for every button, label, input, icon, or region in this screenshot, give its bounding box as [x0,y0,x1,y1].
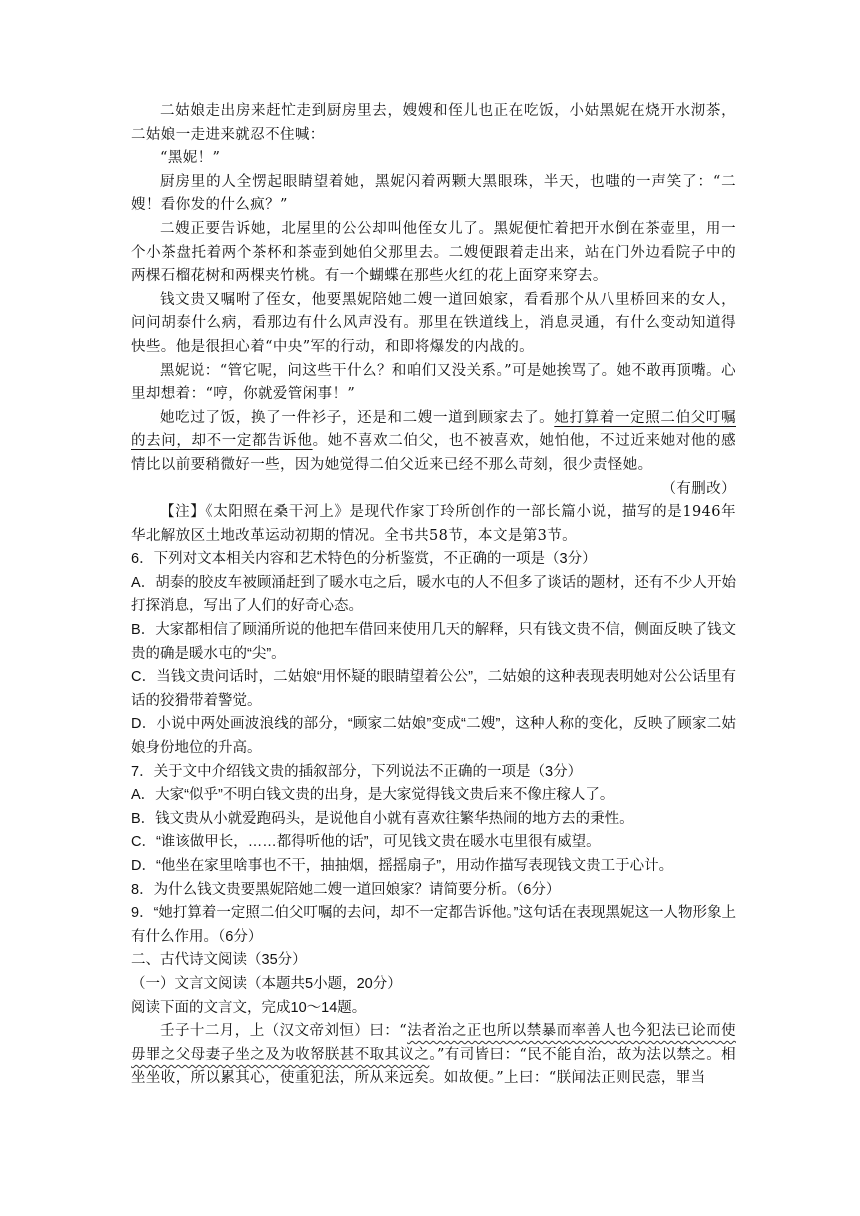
wavy-underlined-text: 法者治之正也所以禁暴而率善人也今犯法已论而使毋罪之父母妻子坐之及为收帑朕甚不取其议之 [131,1023,736,1063]
page-content [131,100,736,1091]
section-title: 二、古代诗文阅读（35分） [131,952,307,969]
option-6b: B．大家都相信了顾涌所说的他把车借回来使用几天的解释，只有钱文贵不信，侧面反映了钱文贵的确是暖水屯的“尖”。 [131,622,736,662]
reading-instruction: 阅读下面的文言文，完成10～14题。 [131,999,367,1016]
passage-text: 她吃过了饭，换了一件衫子，还是和二嫂一道到顾家去了。 [160,409,555,426]
passage-paragraph: 厨房里的人全愣起眼睛望着她，黑妮闪着两颗大黑眼珠，半天，也嗤的一声笑了：“二嫂！看你发的什么疯？” [131,173,736,214]
option-7d: D．“他坐在家里啥事也不干，抽抽烟，摇摇扇子”，用动作描写表现钱文贵工于心计。 [131,858,674,874]
option-7b: B．钱文贵从小就爱跑码头，是说他自小就有喜欢往繁华热闹的地方去的秉性。 [131,810,634,827]
option-7c: C．“谁该做甲长，……都得听他的话”，可见钱文贵在暖水屯里很有威望。 [131,834,601,851]
passage-text: 壬子十二月，上（汉文帝刘恒）曰：“ [160,1023,408,1040]
passage-paragraph: 黑妮说：“管它呢，问这些干什么？和咱们又没关系。”可是她挨骂了。她不敢再顶嘴。心里却想着：“哼，你就爱管闲事！” [131,362,736,403]
subsection-title: （一）文言文阅读（本题共5小题，20分） [131,975,402,992]
question-7: 7．关于文中介绍钱文贵的插叙部分，下列说法不正确的一项是（3分） [131,763,583,780]
underlined-sentence: 她打算着一定照二伯父叮嘱的去问，却不一定都告诉他 [131,409,736,450]
passage-paragraph: “黑妮！” [160,150,221,167]
passage-paragraph: 钱文贵又嘱咐了侄女，他要黑妮陪她二嫂一道回娘家，看看那个从八里桥回来的女人，问问胡泰什么病，看那边有什么风声没有。那里在铁道线上，消息灵通，有什么变动知道得快些。他是很担心着“中央”军的行动，和即将爆发的内战的。 [131,291,736,355]
passage-paragraph [131,407,736,478]
passage-paragraph: 二嫂正要告诉她，北屋里的公公却叫他侄女儿了。黑妮便忙着把开水倒在茶壶里，用一个小茶盘托着两个茶杯和茶壶到她伯父那里去。二嫂便跟着走出来，站在门外边看院子中的两棵石榴花树和两棵夹竹桃。有一个蝴蝶在那些火红的花上面穿来穿去。 [131,220,736,285]
edit-note: （有删改） [661,480,736,497]
question-8: 8．为什么钱文贵要黑妮陪她二嫂一道回娘家？请简要分析。（6分） [131,881,561,898]
classical-passage [131,1020,736,1091]
source-note: 【注】《太阳照在桑干河上》是现代作家丁玲所创作的一部长篇小说，描写的是1946年华北解放区土地改革运动初期的情况。全书共58节，本文是第3节。 [131,504,736,544]
option-6d: D．小说中两处画波浪线的部分，“顾家二姑娘”变成“二嫂”，这种人称的变化，反映了顾家二姑娘身份地位的升高。 [131,716,736,757]
question-6: 6．下列对文本相关内容和艺术特色的分析鉴赏，不正确的一项是（3分） [131,551,597,568]
passage-text: 。她不喜欢二伯父，也不被喜欢，她怕他，不过近来她对他的感情比以前要稍微好一些，因为她觉得二伯父近来已经不那么苛刻，很少责怪她。 [131,433,736,473]
option-7a: A．大家“似乎”不明白钱文贵的出身，是大家觉得钱文贵后来不像庄稼人了。 [131,787,615,804]
option-6a: A．胡泰的胶皮车被顾涌赶到了暖水屯之后，暖水屯的人不但多了谈话的题材，还有不少人开始打探消息，写出了人们的好奇心态。 [131,574,736,615]
passage-paragraph: 二姑娘走出房来赶忙走到厨房里去，嫂嫂和侄儿也正在吃饭，小姑黑妮在烧开水沏茶，二姑娘一走进来就忍不住喊： [131,103,736,143]
question-9: 9．“她打算着一定照二伯父叮嘱的去问，却不一定都告诉他。”这句话在表现黑妮这一人物形象上有什么作用。（6分） [131,905,736,945]
option-6c: C．当钱文贵问话时，二姑娘“用怀疑的眼睛望着公公”，二姑娘的这种表现表明她对公公话里有话的狡猾带着警觉。 [131,669,736,709]
passage-text: 。”有司皆曰：“民不能自治，故为法以禁之。相坐坐收，所以累其心，使重犯法，所从来远矣。如故便。”上曰：“朕闻法正则民悫，罪当 [131,1046,737,1087]
